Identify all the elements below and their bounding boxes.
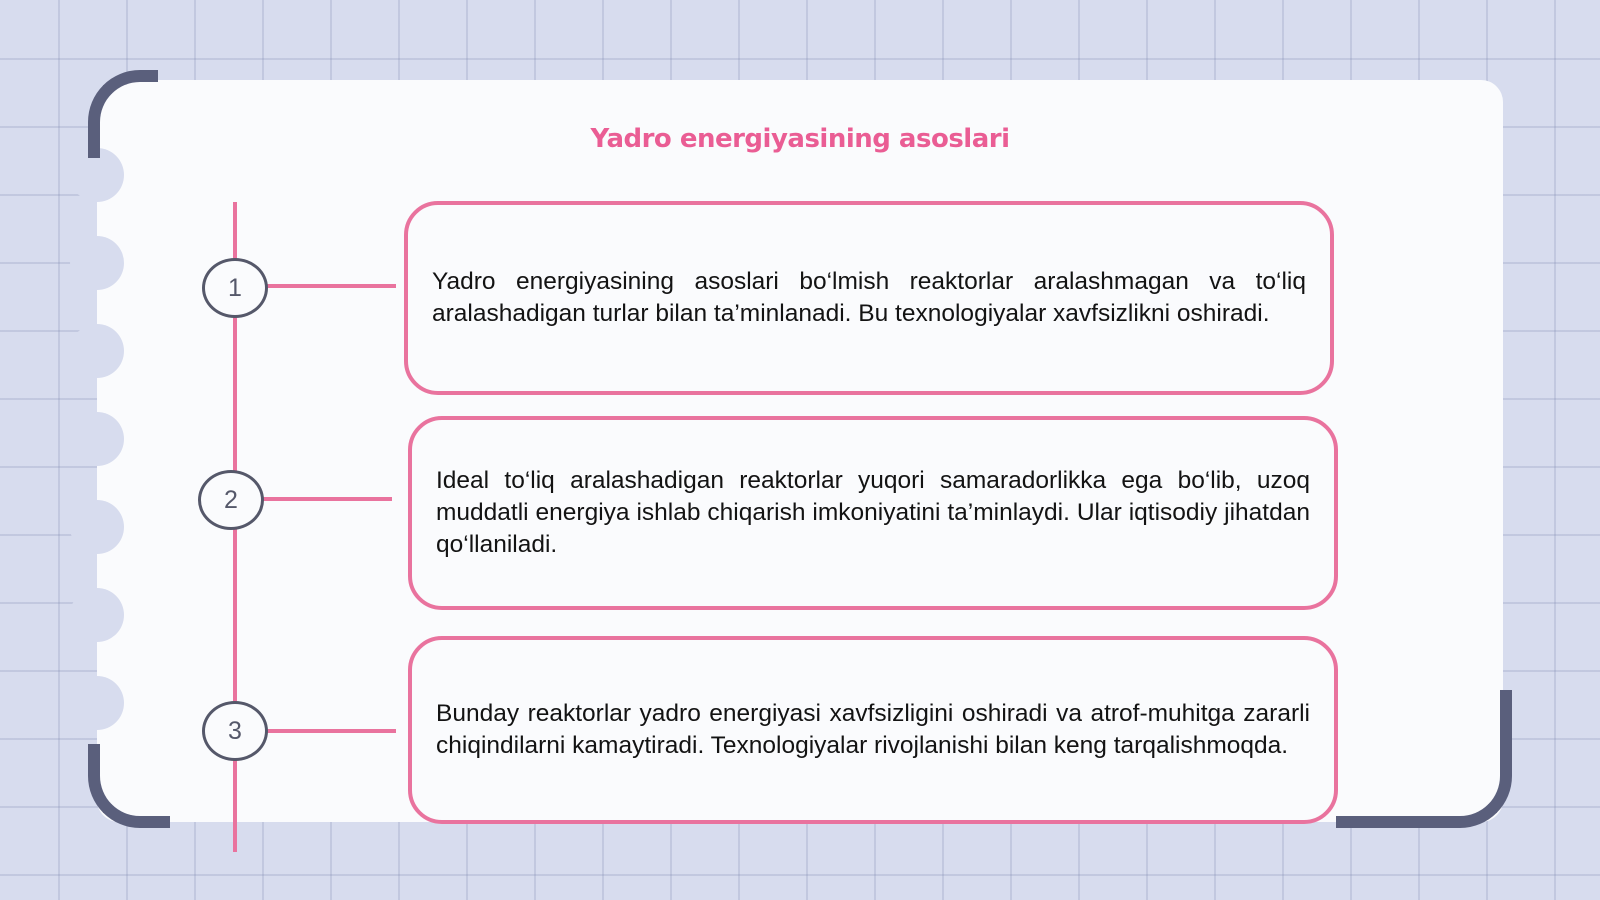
step-card — [404, 201, 1334, 395]
paper-notch — [70, 236, 124, 290]
corner-bracket-bottom-right — [1336, 690, 1512, 828]
paper-notch — [70, 324, 124, 378]
step-card — [408, 416, 1338, 610]
timeline-connector — [266, 284, 396, 288]
paper-notch — [70, 676, 124, 730]
step-number: 2 — [224, 485, 238, 514]
slide-title: Yadro energiyasining asoslari — [590, 124, 1010, 154]
paper-notch — [70, 412, 124, 466]
step-text: Bunday reaktorlar yadro energiyasi xavfsizligini oshiradi va atrof-muhitga zararli chiqindilarni kamaytiradi. Texnologiyalar rivojlanishi bilan keng tarqalishmoqda. — [436, 700, 1310, 759]
step-number: 1 — [228, 273, 242, 302]
timeline-connector — [266, 729, 396, 733]
step-text: Ideal to‘liq aralashadigan reaktorlar yuqori samaradorlikka ega bo‘lib, uzoq muddatli energiya ishlab chiqarish imkoniyatini ta’minlaydi. Ular iqtisodiy jihatdan qo‘llaniladi. — [436, 467, 1310, 558]
step-card — [408, 636, 1338, 824]
paper-notch — [70, 500, 124, 554]
paper-notch — [70, 588, 124, 642]
step-number: 3 — [228, 716, 242, 745]
timeline-connector — [262, 497, 392, 501]
step-number-circle — [202, 701, 268, 761]
step-number-circle — [202, 258, 268, 318]
step-text: Yadro energiyasining asoslari bo‘lmish reaktorlar aralashmagan va to‘liq aralashadigan turlar bilan ta’minlanadi. Bu texnologiyalar xavfsizlikni oshiradi. — [432, 268, 1306, 327]
corner-bracket-bottom-left — [88, 744, 170, 828]
step-number-circle — [198, 470, 264, 530]
